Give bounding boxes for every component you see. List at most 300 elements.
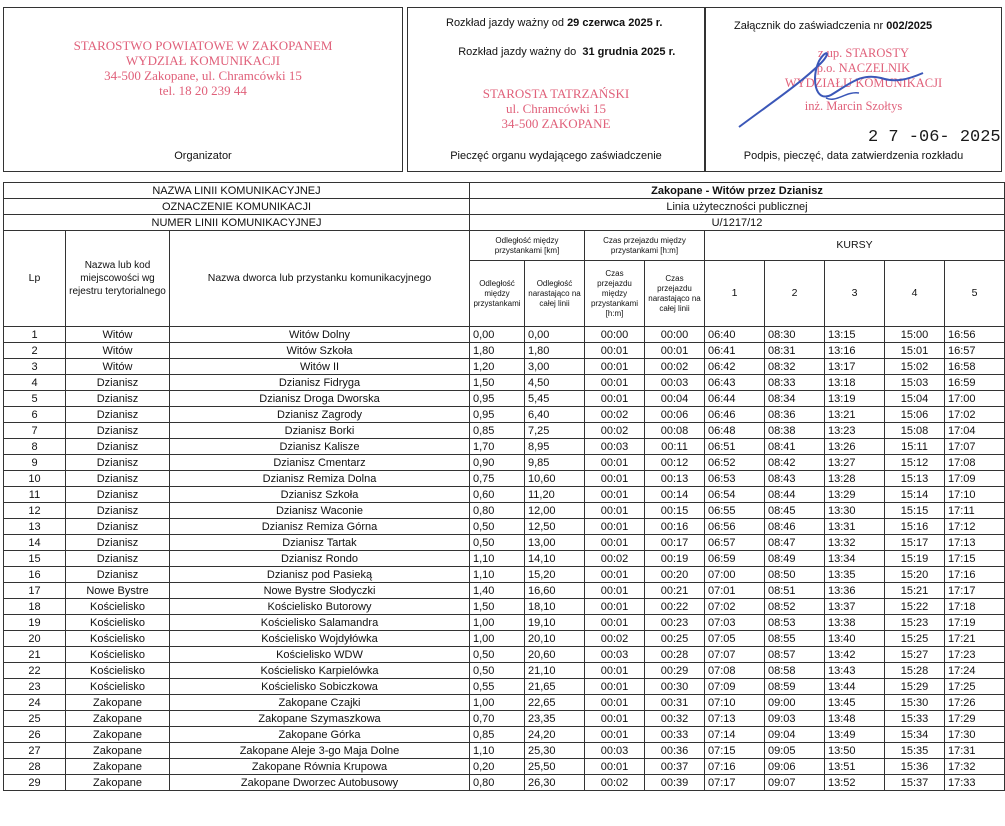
stop-cell: Dzianisz Remiza Dolna [170, 471, 470, 487]
course-2-time-cell: 08:44 [765, 487, 825, 503]
line-number-value: U/1217/12 [470, 215, 1005, 231]
time-cumulative-cell: 00:15 [645, 503, 705, 519]
time-cell: 00:01 [585, 679, 645, 695]
time-cumulative-cell: 00:21 [645, 583, 705, 599]
organizer-stamp-line: 34-500 Zakopane, ul. Chramcówki 15 [104, 68, 302, 83]
table-row [4, 663, 1005, 679]
distance-cell: 0,70 [470, 711, 525, 727]
approval-date: 2 7 -06- 2025 [868, 128, 1001, 147]
table-row [4, 615, 1005, 631]
distance-cell: 0,75 [470, 471, 525, 487]
locality-cell: Zakopane [66, 711, 170, 727]
organizer-stamp [4, 38, 402, 98]
lp-cell: 29 [4, 775, 66, 791]
distance-cumulative-cell: 11,20 [525, 487, 585, 503]
course-3-time-cell: 13:43 [825, 663, 885, 679]
course-5-time-cell: 17:25 [945, 679, 1005, 695]
course-5-time-cell: 16:58 [945, 359, 1005, 375]
col-time-cumulative-header: Czas przejazdu narastająco na całej linii [645, 261, 705, 327]
locality-cell: Witów [66, 343, 170, 359]
col-course-5-header: 5 [945, 261, 1005, 327]
time-cumulative-cell: 00:29 [645, 663, 705, 679]
locality-cell: Dzianisz [66, 439, 170, 455]
time-cell: 00:01 [585, 583, 645, 599]
organizer-stamp-line: STAROSTWO POWIATOWE W ZAKOPANEM [73, 38, 333, 53]
table-row [4, 647, 1005, 663]
stop-cell: Kościelisko WDW [170, 647, 470, 663]
distance-cumulative-cell: 4,50 [525, 375, 585, 391]
authority-label: Pieczęć organu wydającego zaświadczenie [450, 150, 662, 162]
course-5-time-cell: 17:00 [945, 391, 1005, 407]
distance-cumulative-cell: 24,20 [525, 727, 585, 743]
course-1-time-cell: 06:52 [705, 455, 765, 471]
course-4-time-cell: 15:06 [885, 407, 945, 423]
course-3-time-cell: 13:26 [825, 439, 885, 455]
distance-cell: 1,70 [470, 439, 525, 455]
stop-cell: Zakopane Aleje 3-go Maja Dolne [170, 743, 470, 759]
approval-label: Podpis, pieczęć, data zatwierdzenia rozkładu [743, 150, 964, 162]
distance-cell: 1,50 [470, 599, 525, 615]
course-3-time-cell: 13:34 [825, 551, 885, 567]
course-5-time-cell: 17:11 [945, 503, 1005, 519]
course-1-time-cell: 07:10 [705, 695, 765, 711]
table-row [4, 679, 1005, 695]
table-row [4, 727, 1005, 743]
distance-cell: 1,40 [470, 583, 525, 599]
table-row [4, 343, 1005, 359]
table-row [4, 519, 1005, 535]
organizer-box [3, 7, 403, 172]
locality-cell: Kościelisko [66, 647, 170, 663]
validity-to-prefix: Rozkład jazdy ważny do [458, 46, 583, 58]
validity-to [446, 34, 675, 70]
locality-cell: Kościelisko [66, 663, 170, 679]
time-cell: 00:01 [585, 759, 645, 775]
course-4-time-cell: 15:30 [885, 695, 945, 711]
locality-cell: Dzianisz [66, 407, 170, 423]
course-1-time-cell: 06:51 [705, 439, 765, 455]
time-cell: 00:01 [585, 695, 645, 711]
distance-cell: 0,50 [470, 535, 525, 551]
course-2-time-cell: 09:04 [765, 727, 825, 743]
table-row [4, 535, 1005, 551]
course-3-time-cell: 13:32 [825, 535, 885, 551]
lp-cell: 26 [4, 727, 66, 743]
time-cell: 00:03 [585, 439, 645, 455]
course-4-time-cell: 15:35 [885, 743, 945, 759]
distance-cell: 0,60 [470, 487, 525, 503]
approval-box [705, 7, 1002, 172]
distance-cell: 0,80 [470, 503, 525, 519]
locality-cell: Dzianisz [66, 567, 170, 583]
locality-cell: Dzianisz [66, 535, 170, 551]
course-3-time-cell: 13:21 [825, 407, 885, 423]
time-cumulative-cell: 00:33 [645, 727, 705, 743]
time-cumulative-cell: 00:25 [645, 631, 705, 647]
course-3-time-cell: 13:48 [825, 711, 885, 727]
validity-from-prefix: Rozkład jazdy ważny od [446, 17, 568, 29]
stop-cell: Dzianisz Kalisze [170, 439, 470, 455]
lp-cell: 18 [4, 599, 66, 615]
time-cumulative-cell: 00:39 [645, 775, 705, 791]
course-3-time-cell: 13:16 [825, 343, 885, 359]
lp-cell: 21 [4, 647, 66, 663]
course-3-time-cell: 13:27 [825, 455, 885, 471]
attachment-number: 002/2025 [886, 20, 933, 32]
col-stop-header: Nazwa dworca lub przystanku komunikacyjnego [170, 231, 470, 327]
stop-cell: Zakopane Szymaszkowa [170, 711, 470, 727]
stop-cell: Dzianisz pod Pasieką [170, 567, 470, 583]
course-1-time-cell: 07:02 [705, 599, 765, 615]
course-2-time-cell: 08:50 [765, 567, 825, 583]
locality-cell: Zakopane [66, 775, 170, 791]
course-5-time-cell: 17:04 [945, 423, 1005, 439]
line-name-label: NAZWA LINII KOMUNIKACYJNEJ [4, 183, 470, 199]
course-5-time-cell: 17:19 [945, 615, 1005, 631]
course-5-time-cell: 17:21 [945, 631, 1005, 647]
course-1-time-cell: 07:01 [705, 583, 765, 599]
course-1-time-cell: 07:07 [705, 647, 765, 663]
distance-cell: 1,10 [470, 567, 525, 583]
stop-cell: Dzianisz Rondo [170, 551, 470, 567]
attachment-line [734, 20, 932, 32]
course-3-time-cell: 13:29 [825, 487, 885, 503]
time-cell: 00:02 [585, 423, 645, 439]
distance-cumulative-cell: 6,40 [525, 407, 585, 423]
course-4-time-cell: 15:02 [885, 359, 945, 375]
time-cell: 00:02 [585, 631, 645, 647]
course-3-time-cell: 13:36 [825, 583, 885, 599]
lp-cell: 28 [4, 759, 66, 775]
distance-cell: 0,20 [470, 759, 525, 775]
attachment-prefix: Załącznik do zaświadczenia nr [734, 20, 887, 32]
distance-cell: 0,80 [470, 775, 525, 791]
locality-cell: Dzianisz [66, 471, 170, 487]
time-cumulative-cell: 00:23 [645, 615, 705, 631]
course-2-time-cell: 08:53 [765, 615, 825, 631]
approval-stamp-line: WYDZIAŁU KOMUNIKACJI [784, 76, 943, 90]
lp-cell: 10 [4, 471, 66, 487]
lp-cell: 20 [4, 631, 66, 647]
authority-stamp [408, 86, 704, 131]
time-cumulative-cell: 00:04 [645, 391, 705, 407]
course-5-time-cell: 17:30 [945, 727, 1005, 743]
table-row [4, 775, 1005, 791]
course-1-time-cell: 06:57 [705, 535, 765, 551]
course-1-time-cell: 06:59 [705, 551, 765, 567]
lp-cell: 22 [4, 663, 66, 679]
course-4-time-cell: 15:23 [885, 615, 945, 631]
lp-cell: 23 [4, 679, 66, 695]
line-number-label: NUMER LINII KOMUNIKACYJNEJ [4, 215, 470, 231]
stop-cell: Dzianisz Droga Dworska [170, 391, 470, 407]
time-cell: 00:01 [585, 663, 645, 679]
time-cumulative-cell: 00:16 [645, 519, 705, 535]
line-designation-value: Linia użyteczności publicznej [470, 199, 1005, 215]
course-3-time-cell: 13:19 [825, 391, 885, 407]
distance-cumulative-cell: 20,60 [525, 647, 585, 663]
course-2-time-cell: 08:41 [765, 439, 825, 455]
time-cumulative-cell: 00:17 [645, 535, 705, 551]
lp-cell: 1 [4, 327, 66, 343]
lp-cell: 8 [4, 439, 66, 455]
locality-cell: Dzianisz [66, 391, 170, 407]
distance-cell: 1,10 [470, 551, 525, 567]
time-cumulative-cell: 00:00 [645, 327, 705, 343]
time-cumulative-cell: 00:20 [645, 567, 705, 583]
organizer-label: Organizator [174, 150, 232, 162]
distance-cumulative-cell: 21,10 [525, 663, 585, 679]
stop-cell: Kościelisko Wojdyłówka [170, 631, 470, 647]
time-cell: 00:01 [585, 599, 645, 615]
validity-from [446, 17, 662, 29]
locality-cell: Witów [66, 327, 170, 343]
organizer-stamp-line: tel. 18 20 239 44 [159, 83, 247, 98]
course-2-time-cell: 09:06 [765, 759, 825, 775]
time-cumulative-cell: 00:08 [645, 423, 705, 439]
table-row [4, 375, 1005, 391]
course-5-time-cell: 17:29 [945, 711, 1005, 727]
time-cell: 00:03 [585, 743, 645, 759]
course-2-time-cell: 09:03 [765, 711, 825, 727]
course-1-time-cell: 07:08 [705, 663, 765, 679]
course-1-time-cell: 07:15 [705, 743, 765, 759]
distance-cumulative-cell: 12,50 [525, 519, 585, 535]
distance-cell: 0,00 [470, 327, 525, 343]
course-3-time-cell: 13:31 [825, 519, 885, 535]
time-cumulative-cell: 00:36 [645, 743, 705, 759]
course-1-time-cell: 07:14 [705, 727, 765, 743]
distance-cell: 0,90 [470, 455, 525, 471]
distance-cell: 1,10 [470, 743, 525, 759]
time-cell: 00:01 [585, 359, 645, 375]
lp-cell: 6 [4, 407, 66, 423]
time-cumulative-cell: 00:03 [645, 375, 705, 391]
time-cumulative-cell: 00:01 [645, 343, 705, 359]
authority-box [407, 7, 705, 172]
distance-cumulative-cell: 13,00 [525, 535, 585, 551]
approval-stamp-line: z up. STAROSTY [817, 46, 909, 60]
lp-cell: 24 [4, 695, 66, 711]
course-4-time-cell: 15:36 [885, 759, 945, 775]
distance-cell: 0,50 [470, 647, 525, 663]
distance-cumulative-cell: 1,80 [525, 343, 585, 359]
course-5-time-cell: 17:09 [945, 471, 1005, 487]
col-distance-group-header: Odległość między przystankami [km] [470, 231, 585, 261]
line-number-row [4, 215, 1005, 231]
table-row [4, 407, 1005, 423]
course-3-time-cell: 13:35 [825, 567, 885, 583]
table-row [4, 743, 1005, 759]
course-5-time-cell: 17:23 [945, 647, 1005, 663]
table-row [4, 471, 1005, 487]
time-cell: 00:01 [585, 343, 645, 359]
distance-cell: 1,20 [470, 359, 525, 375]
course-5-time-cell: 17:17 [945, 583, 1005, 599]
lp-cell: 27 [4, 743, 66, 759]
time-cumulative-cell: 00:11 [645, 439, 705, 455]
course-1-time-cell: 06:46 [705, 407, 765, 423]
course-3-time-cell: 13:37 [825, 599, 885, 615]
table-row [4, 583, 1005, 599]
stop-cell: Kościelisko Salamandra [170, 615, 470, 631]
col-course-1-header: 1 [705, 261, 765, 327]
locality-cell: Dzianisz [66, 551, 170, 567]
course-4-time-cell: 15:11 [885, 439, 945, 455]
course-1-time-cell: 06:54 [705, 487, 765, 503]
locality-cell: Kościelisko [66, 679, 170, 695]
table-row [4, 487, 1005, 503]
course-5-time-cell: 17:15 [945, 551, 1005, 567]
course-4-time-cell: 15:33 [885, 711, 945, 727]
locality-cell: Zakopane [66, 727, 170, 743]
time-cumulative-cell: 00:37 [645, 759, 705, 775]
time-cumulative-cell: 00:32 [645, 711, 705, 727]
table-row [4, 455, 1005, 471]
course-4-time-cell: 15:08 [885, 423, 945, 439]
lp-cell: 12 [4, 503, 66, 519]
authority-stamp-line: ul. Chramcówki 15 [505, 101, 606, 116]
course-4-time-cell: 15:15 [885, 503, 945, 519]
table-row [4, 695, 1005, 711]
locality-cell: Zakopane [66, 695, 170, 711]
course-5-time-cell: 17:26 [945, 695, 1005, 711]
course-2-time-cell: 08:32 [765, 359, 825, 375]
course-2-time-cell: 08:38 [765, 423, 825, 439]
course-4-time-cell: 15:00 [885, 327, 945, 343]
distance-cumulative-cell: 25,30 [525, 743, 585, 759]
course-5-time-cell: 17:02 [945, 407, 1005, 423]
course-4-time-cell: 15:12 [885, 455, 945, 471]
stop-cell: Witów Szkoła [170, 343, 470, 359]
stop-cell: Witów Dolny [170, 327, 470, 343]
course-1-time-cell: 06:48 [705, 423, 765, 439]
time-cumulative-cell: 00:06 [645, 407, 705, 423]
locality-cell: Dzianisz [66, 487, 170, 503]
stop-cell: Dzianisz Waconie [170, 503, 470, 519]
course-3-time-cell: 13:40 [825, 631, 885, 647]
header-row-1 [4, 231, 1005, 261]
time-cumulative-cell: 00:31 [645, 695, 705, 711]
col-course-4-header: 4 [885, 261, 945, 327]
distance-cell: 0,95 [470, 407, 525, 423]
lp-cell: 16 [4, 567, 66, 583]
time-cell: 00:01 [585, 711, 645, 727]
time-cell: 00:01 [585, 391, 645, 407]
locality-cell: Nowe Bystre [66, 583, 170, 599]
distance-cumulative-cell: 14,10 [525, 551, 585, 567]
distance-cumulative-cell: 18,10 [525, 599, 585, 615]
time-cell: 00:01 [585, 503, 645, 519]
lp-cell: 25 [4, 711, 66, 727]
course-2-time-cell: 08:42 [765, 455, 825, 471]
course-3-time-cell: 13:23 [825, 423, 885, 439]
course-4-time-cell: 15:34 [885, 727, 945, 743]
course-1-time-cell: 06:40 [705, 327, 765, 343]
lp-cell: 17 [4, 583, 66, 599]
col-time-between-header: Czas przejazdu między przystankami [h:m] [585, 261, 645, 327]
locality-cell: Dzianisz [66, 503, 170, 519]
stop-cell: Dzianisz Borki [170, 423, 470, 439]
time-cumulative-cell: 00:14 [645, 487, 705, 503]
course-4-time-cell: 15:14 [885, 487, 945, 503]
course-5-time-cell: 16:56 [945, 327, 1005, 343]
course-2-time-cell: 08:30 [765, 327, 825, 343]
locality-cell: Dzianisz [66, 455, 170, 471]
course-2-time-cell: 09:07 [765, 775, 825, 791]
course-5-time-cell: 17:12 [945, 519, 1005, 535]
course-4-time-cell: 15:29 [885, 679, 945, 695]
time-cell: 00:01 [585, 535, 645, 551]
course-2-time-cell: 08:58 [765, 663, 825, 679]
course-4-time-cell: 15:20 [885, 567, 945, 583]
distance-cell: 1,00 [470, 695, 525, 711]
distance-cumulative-cell: 16,60 [525, 583, 585, 599]
lp-cell: 2 [4, 343, 66, 359]
stop-cell: Zakopane Górka [170, 727, 470, 743]
validity-from-date: 29 czerwca 2025 r. [567, 17, 663, 29]
course-2-time-cell: 08:47 [765, 535, 825, 551]
course-2-time-cell: 08:34 [765, 391, 825, 407]
course-1-time-cell: 07:05 [705, 631, 765, 647]
course-1-time-cell: 07:13 [705, 711, 765, 727]
lp-cell: 3 [4, 359, 66, 375]
lp-cell: 14 [4, 535, 66, 551]
course-3-time-cell: 13:18 [825, 375, 885, 391]
course-2-time-cell: 08:45 [765, 503, 825, 519]
course-4-time-cell: 15:01 [885, 343, 945, 359]
course-2-time-cell: 09:05 [765, 743, 825, 759]
locality-cell: Witów [66, 359, 170, 375]
course-3-time-cell: 13:42 [825, 647, 885, 663]
distance-cumulative-cell: 15,20 [525, 567, 585, 583]
locality-cell: Kościelisko [66, 631, 170, 647]
time-cumulative-cell: 00:22 [645, 599, 705, 615]
time-cell: 00:02 [585, 407, 645, 423]
course-1-time-cell: 07:09 [705, 679, 765, 695]
authority-stamp-line: 34-500 ZAKOPANE [501, 116, 611, 131]
course-1-time-cell: 06:55 [705, 503, 765, 519]
time-cell: 00:01 [585, 375, 645, 391]
course-5-time-cell: 17:18 [945, 599, 1005, 615]
course-4-time-cell: 15:28 [885, 663, 945, 679]
distance-cell: 0,85 [470, 423, 525, 439]
distance-cell: 0,55 [470, 679, 525, 695]
time-cumulative-cell: 00:28 [645, 647, 705, 663]
course-2-time-cell: 08:57 [765, 647, 825, 663]
locality-cell: Kościelisko [66, 599, 170, 615]
approval-stamp-line: inż. Marcin Szołtys [804, 99, 903, 113]
course-4-time-cell: 15:25 [885, 631, 945, 647]
distance-cumulative-cell: 9,85 [525, 455, 585, 471]
col-lp-header: Lp [4, 231, 66, 327]
course-4-time-cell: 15:03 [885, 375, 945, 391]
course-3-time-cell: 13:45 [825, 695, 885, 711]
table-row [4, 599, 1005, 615]
stop-cell: Dzianisz Zagrody [170, 407, 470, 423]
lp-cell: 5 [4, 391, 66, 407]
stop-cell: Zakopane Dworzec Autobusowy [170, 775, 470, 791]
course-2-time-cell: 08:59 [765, 679, 825, 695]
time-cell: 00:03 [585, 647, 645, 663]
locality-cell: Zakopane [66, 743, 170, 759]
distance-cell: 0,50 [470, 519, 525, 535]
distance-cumulative-cell: 0,00 [525, 327, 585, 343]
lp-cell: 19 [4, 615, 66, 631]
approval-stamp-line: p.o. NACZELNIK [816, 61, 911, 75]
col-course-3-header: 3 [825, 261, 885, 327]
course-4-time-cell: 15:27 [885, 647, 945, 663]
